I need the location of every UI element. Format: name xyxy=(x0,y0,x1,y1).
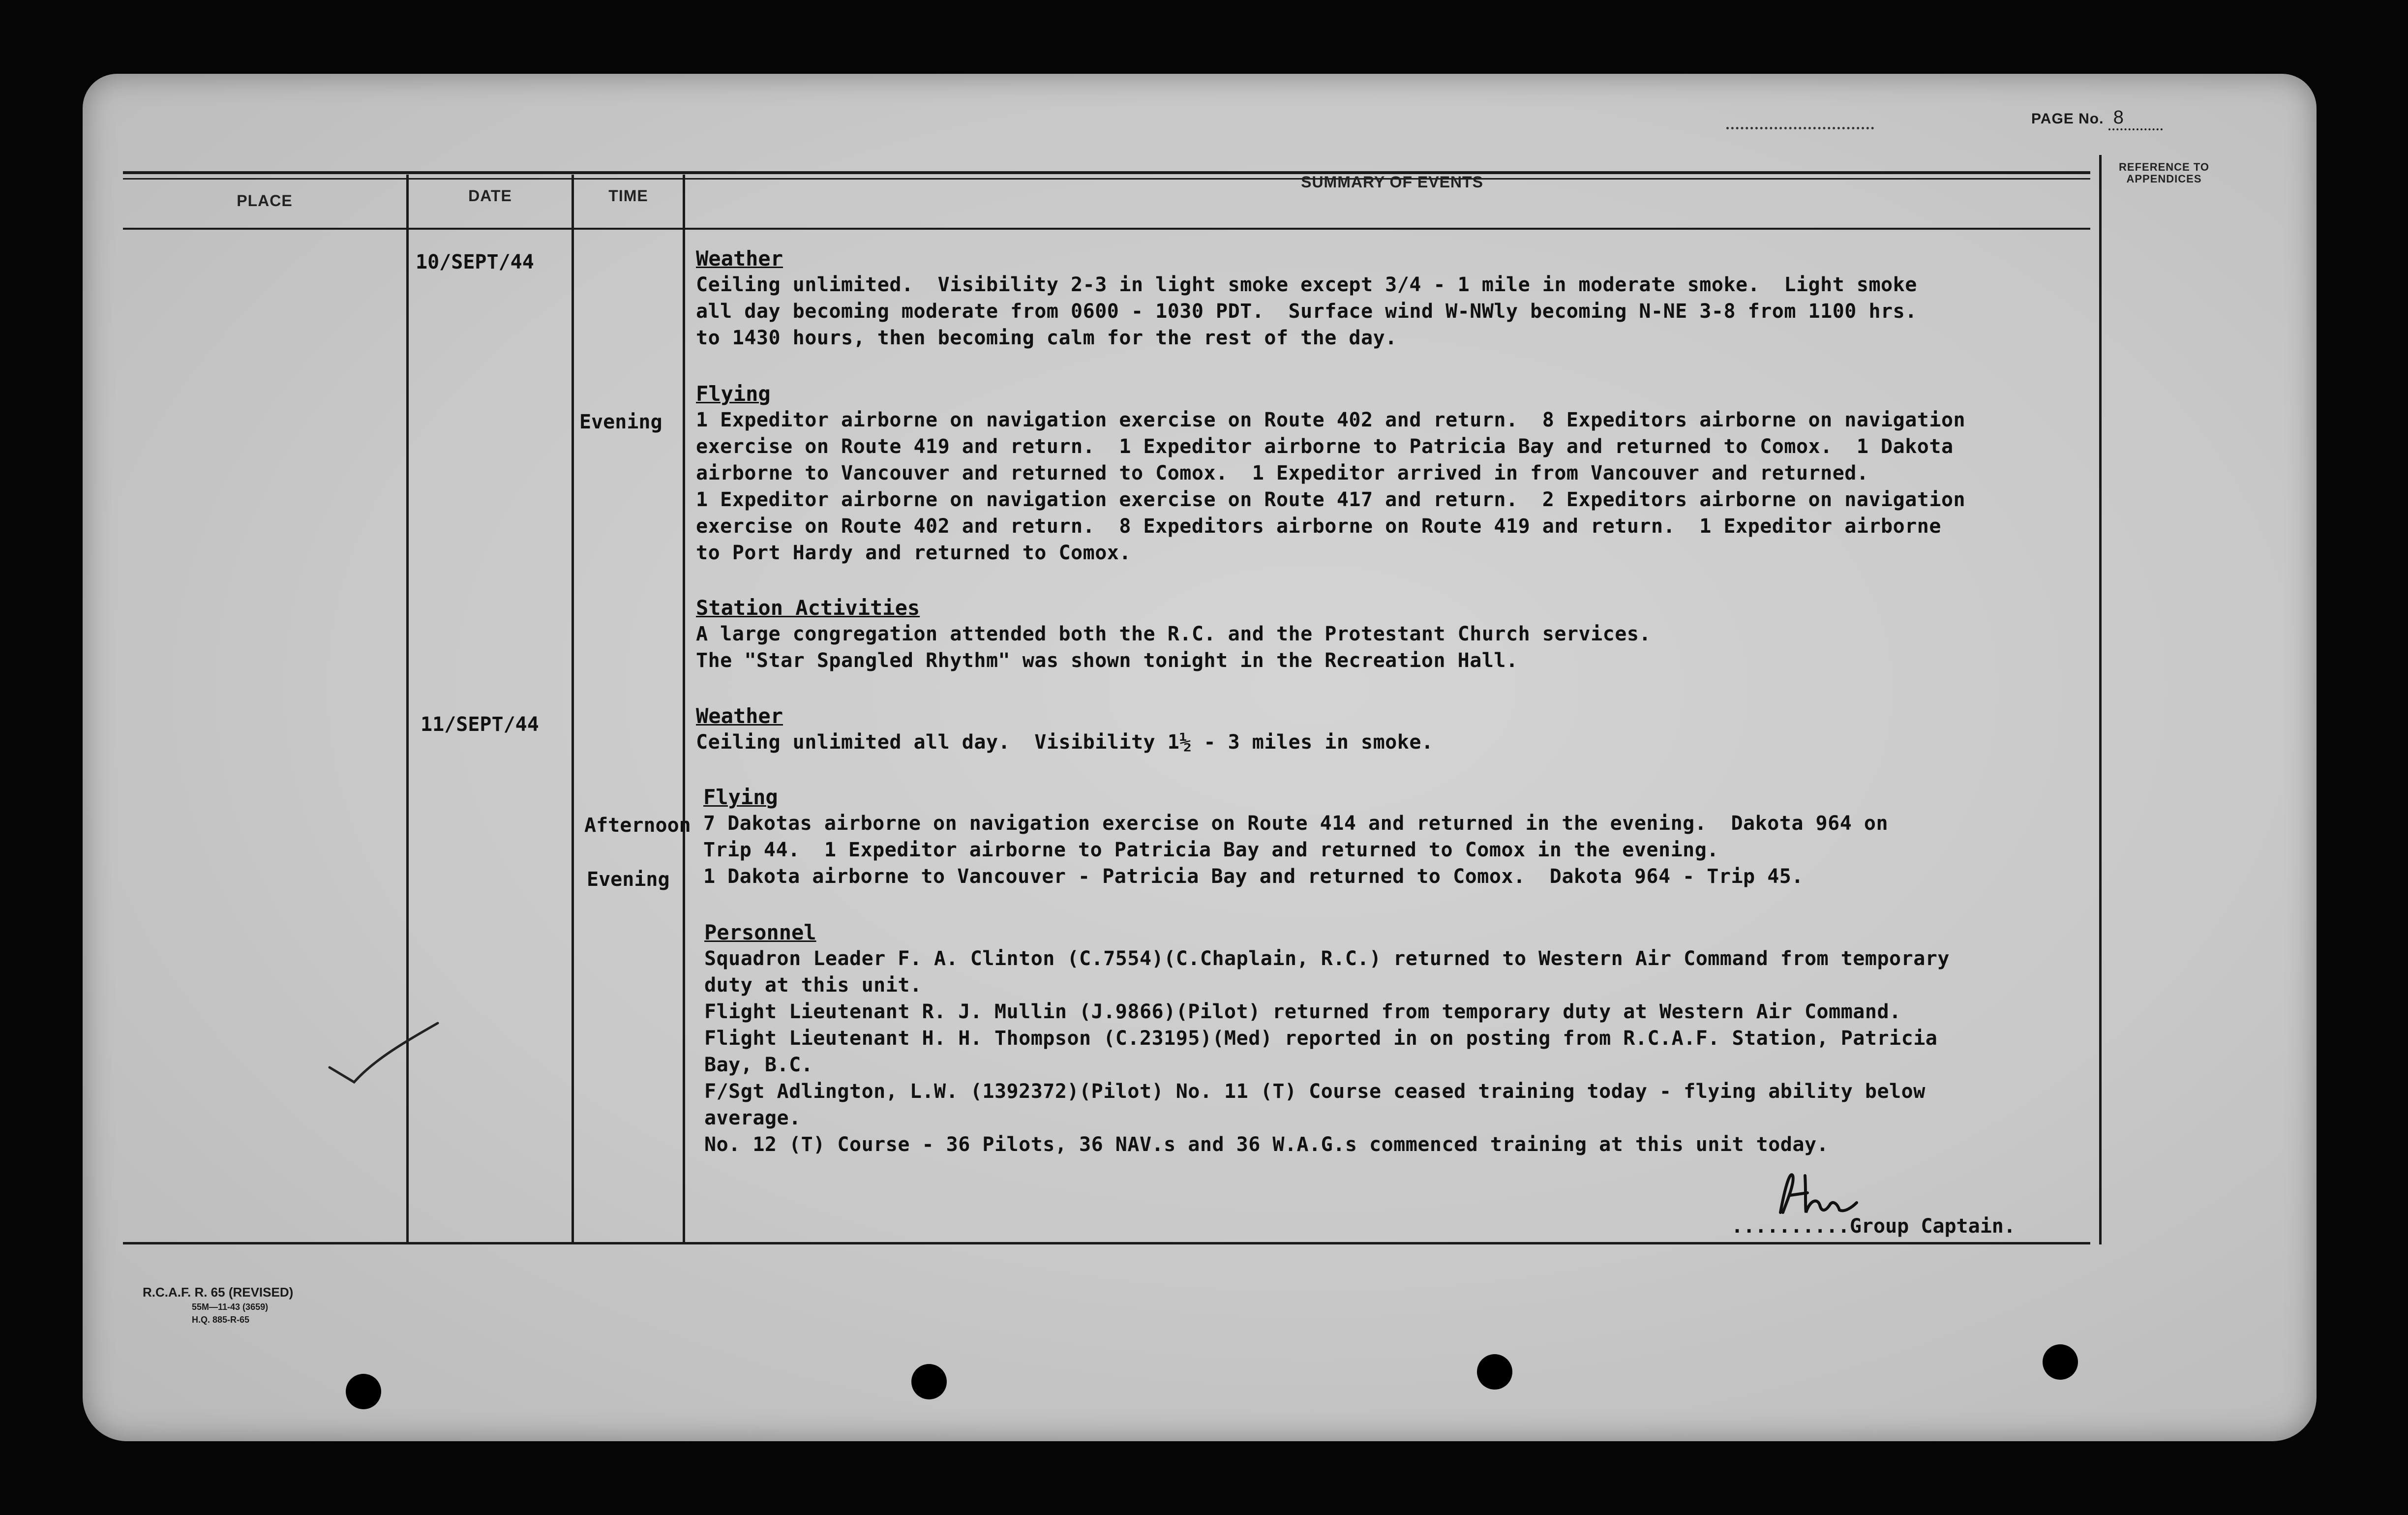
text-line: No. 12 (T) Course - 36 Pilots, 36 NAV.s and 36 W.A.G.s commenced training at this unit today. xyxy=(704,1133,1829,1156)
text-line: Bay, B.C. xyxy=(704,1054,813,1076)
page-number-label: PAGE No. xyxy=(2031,111,2104,127)
header-summary: SUMMARY OF EVENTS xyxy=(1301,173,1483,191)
text-line: airborne to Vancouver and returned to Comox. 1 Expeditor arrived in from Vancouver and returned. xyxy=(696,462,1869,485)
section-heading: Personnel xyxy=(704,920,816,944)
header-place: PLACE xyxy=(237,192,293,210)
text-line: Squadron Leader F. A. Clinton (C.7554)(C.Chaplain, R.C.) returned to Western Air Command from temporary xyxy=(704,947,1950,970)
section-flying-1 xyxy=(696,381,2112,566)
date-entry-1: 10/SEPT/44 xyxy=(416,251,534,273)
text-line: The "Star Spangled Rhythm" was shown tonight in the Recreation Hall. xyxy=(696,649,1518,672)
date-entry-2: 11/SEPT/44 xyxy=(421,713,539,736)
section-weather-2 xyxy=(696,703,2112,756)
section-heading: Station Activities xyxy=(696,596,920,620)
time-entry-afternoon: Afternoon xyxy=(584,814,691,837)
section-personnel xyxy=(704,920,2121,1158)
text-line: all day becoming moderate from 0600 - 1030 PDT. Surface wind W-NWly becoming N-NE 3-8 from 1100 hrs. xyxy=(696,300,1917,323)
header-date: DATE xyxy=(468,187,512,205)
text-line: 1 Expeditor airborne on navigation exercise on Route 402 and return. 8 Expeditors airborne on navigation xyxy=(696,409,1966,431)
text-line: Ceiling unlimited. Visibility 2-3 in light smoke except 3/4 - 1 mile in moderate smoke. Light smoke xyxy=(696,273,1917,296)
text-line: to Port Hardy and returned to Comox. xyxy=(696,542,1131,564)
text-line: 7 Dakotas airborne on navigation exercise on Route 414 and returned in the evening. Dakota 964 on xyxy=(703,812,1889,835)
text-line: exercise on Route 419 and return. 1 Expeditor airborne to Patricia Bay and returned to Comox. 1 Dakota xyxy=(696,435,1954,458)
handwritten-signature xyxy=(1771,1166,1859,1222)
section-weather-1 xyxy=(696,246,2112,351)
time-entry-evening-2: Evening xyxy=(587,868,670,891)
header-bottom-rule xyxy=(123,228,2090,230)
header-reference: REFERENCE TO APPENDICES xyxy=(2119,161,2209,185)
page-number-value: 8 xyxy=(2108,107,2163,130)
section-heading: Weather xyxy=(696,246,783,271)
punch-hole xyxy=(2043,1344,2078,1380)
text-line: duty at this unit. xyxy=(704,974,922,997)
time-entry-evening-1: Evening xyxy=(579,411,662,433)
text-line: to 1430 hours, then becoming calm for the rest of the day. xyxy=(696,327,1397,349)
text-line: Flight Lieutenant R. J. Mullin (J.9866)(Pilot) returned from temporary duty at Western Air Command. xyxy=(704,1000,1901,1023)
column-divider-date xyxy=(572,175,574,1244)
table-bottom-rule xyxy=(123,1242,2090,1244)
form-code-line-3: H.Q. 885-R-65 xyxy=(192,1315,250,1325)
text-line: exercise on Route 402 and return. 8 Expeditors airborne on Route 419 and return. 1 Expeditor airborne xyxy=(696,515,1941,538)
form-code-line-2: 55M—11-43 (3659) xyxy=(192,1302,269,1312)
section-heading: Flying xyxy=(703,785,778,809)
text-line: average. xyxy=(704,1107,801,1129)
punch-hole xyxy=(346,1374,381,1409)
text-line: F/Sgt Adlington, L.W. (1392372)(Pilot) No. 11 (T) Course ceased training today - flying ability below xyxy=(704,1080,1926,1103)
text-line: 1 Expeditor airborne on navigation exercise on Route 417 and return. 2 Expeditors airborne on navigation xyxy=(696,488,1966,511)
text-line: Trip 44. 1 Expeditor airborne to Patricia Bay and returned to Comox in the evening. xyxy=(703,839,1719,861)
column-divider-time xyxy=(683,175,685,1244)
punch-hole xyxy=(1477,1354,1512,1390)
signature-line: ..........Group Captain. xyxy=(1731,1215,2016,1238)
section-flying-2 xyxy=(703,785,2120,890)
form-code-line-1: R.C.A.F. R. 65 (REVISED) xyxy=(143,1285,294,1300)
header-time: TIME xyxy=(608,187,648,205)
text-line: Ceiling unlimited all day. Visibility 1½ - 3 miles in smoke. xyxy=(696,731,1434,754)
check-mark-icon xyxy=(325,1013,443,1089)
section-heading: Weather xyxy=(696,704,783,728)
section-heading: Flying xyxy=(696,382,771,406)
text-line: Flight Lieutenant H. H. Thompson (C.23195)(Med) reported in on posting from R.C.A.F. Station, Patricia xyxy=(704,1027,1938,1050)
text-line: 1 Dakota airborne to Vancouver - Patricia Bay and returned to Comox. Dakota 964 - Trip 45. xyxy=(703,865,1804,888)
dotted-rule xyxy=(1726,127,1874,129)
punch-hole xyxy=(911,1364,947,1399)
text-line: A large congregation attended both the R.C. and the Protestant Church services. xyxy=(696,623,1651,645)
section-station-activities xyxy=(696,595,2112,674)
form-code xyxy=(143,1284,293,1326)
page-number xyxy=(2031,107,2163,130)
